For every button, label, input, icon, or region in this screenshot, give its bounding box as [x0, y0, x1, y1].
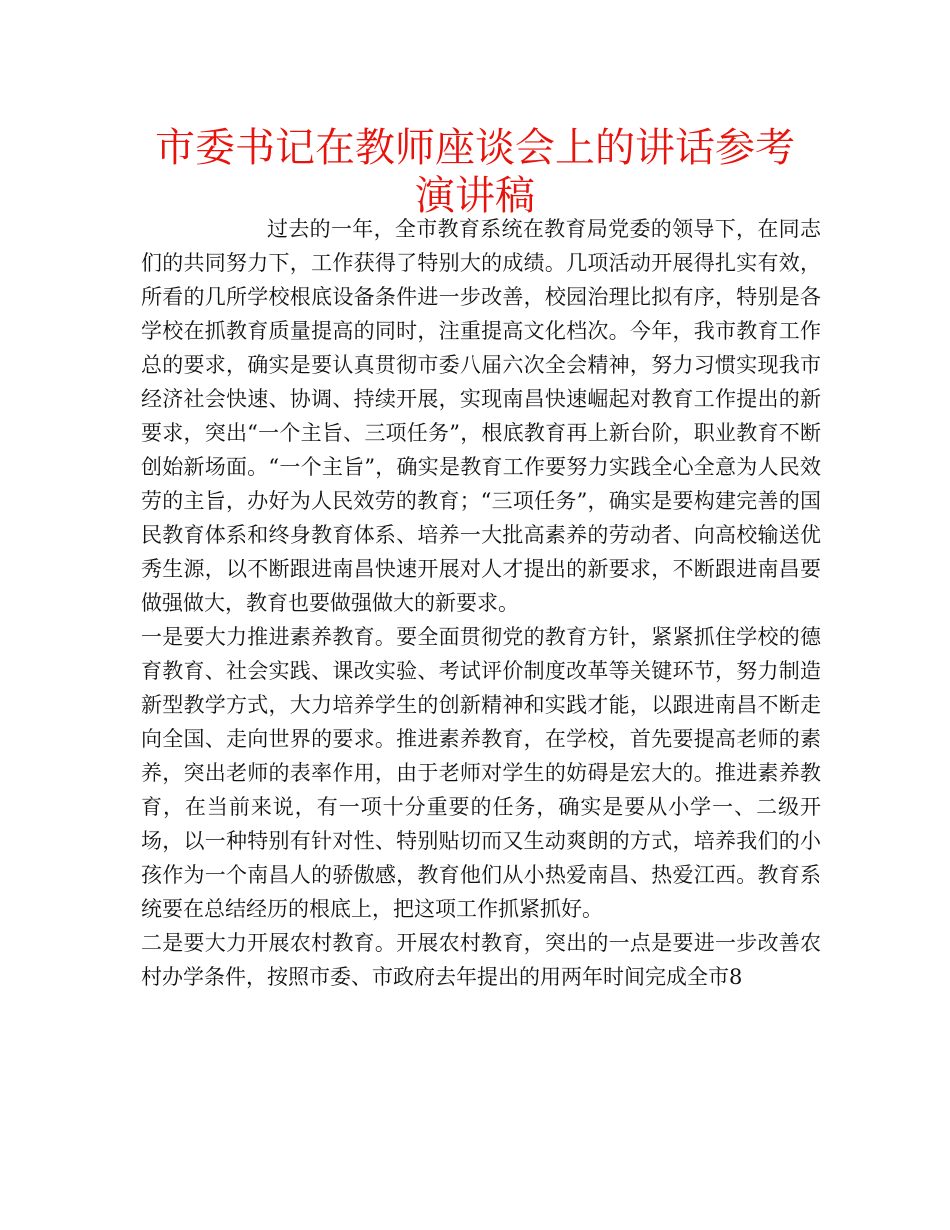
paragraph-quality-education: 一是要大力推进素养教育。要全面贯彻党的教育方针，紧紧抓住学校的德育教育、社会实践、课改实验、考试评价制度改革等关键环节，努力制造新型教学方式，大力培养学生的创新精神和实践才能，以跟进南昌不断走向全国、走向世界的要求。推进素养教育，在学校，首先要提高老师的素养，突出老师的表率作用，由于老师对学生的妨碍是宏大的。推进素养教育，在当前来说，有一项十分重要的任务，确实是要从小学一、二级开场，以一种特别有针对性、特别贴切而又生动爽朗的方式，培养我们的小孩作为一个南昌人的骄傲感，教育他们从小热爱南昌、热爱江西。教育系统要在总结经历的根底上，把这项工作抓紧抓好。 — [141, 625, 821, 921]
paragraph-intro: 过去的一年，全市教育系统在教育局党委的领导下，在同志们的共同努力下，工作获得了特别大的成绩。几项活动开展得扎实有效，所看的几所学校根底设备条件进一步改善，校园治理比拟有序，特别是各学校在抓教育质量提高的同时，注重提高文化档次。今年，我市教育工作总的要求，确实是要认真贯彻市委八届六次全会精神，努力习惯实现我市经济社会快速、协调、持续开展，实现南昌快速崛起对教育工作提出的新要求，突出“一个主旨、三项任务”，根底教育再上新台阶，职业教育不断创始新场面。“一个主旨”，确实是教育工作要努力实践全心全意为人民效劳的主旨，办好为人民效劳的教育；“三项任务”，确实是要构建完善的国民教育体系和终身教育体系、培养一大批高素养的劳动者、向高校输送优秀生源，以不断跟进南昌快速开展对人才提出的新要求，不断跟进南昌要做强做大，教育也要做强做大的新要求。 — [141, 217, 821, 615]
document-body — [141, 212, 821, 994]
paragraph-rural-education: 二是要大力开展农村教育。开展农村教育，突出的一点是要进一步改善农村办学条件，按照市委、市政府去年提出的用两年时间完成全市8 — [141, 931, 821, 989]
document-title: 市委书记在教师座谈会上的讲话参考演讲稿 — [155, 125, 795, 219]
